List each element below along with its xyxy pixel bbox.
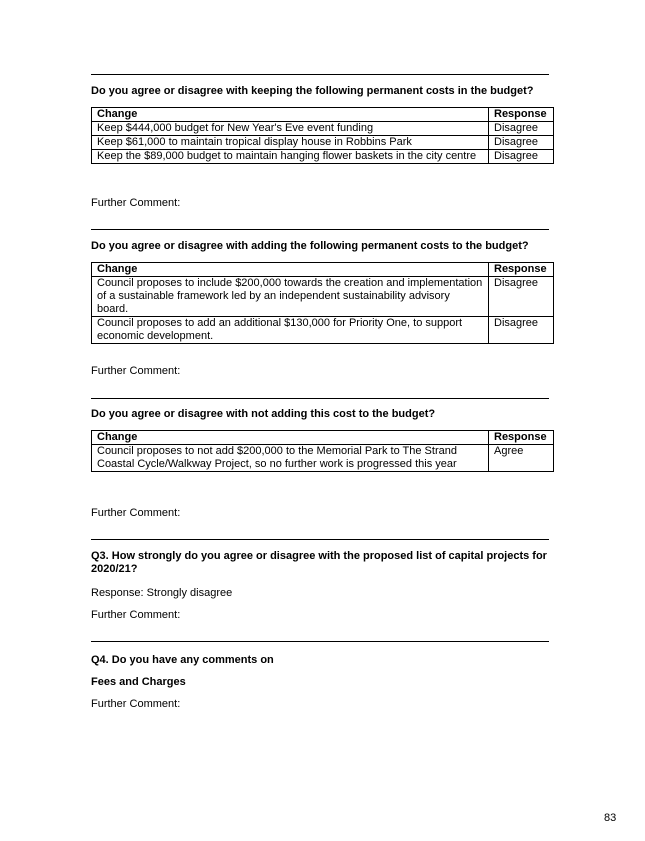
change-cell: Council proposes to include $200,000 towards the creation and implementation of a sustainable framework led by an independent sustainability advisory board. (92, 277, 489, 317)
response-cell: Disagree (489, 150, 554, 164)
table-row (92, 317, 554, 344)
change-cell: Keep $444,000 budget for New Year's Eve event funding (92, 122, 489, 136)
further-comment-label: Further Comment: (91, 698, 181, 710)
table-row (92, 277, 554, 317)
response-cell: Agree (489, 445, 554, 472)
response-cell: Disagree (489, 122, 554, 136)
section-heading: Do you agree or disagree with not adding this cost to the budget? (91, 408, 436, 420)
response-table (91, 262, 554, 344)
column-header-response: Response (489, 431, 554, 445)
column-header-response: Response (489, 263, 554, 277)
column-header-response: Response (489, 108, 554, 122)
section-heading: Do you agree or disagree with keeping the following permanent costs in the budget? (91, 85, 534, 97)
response-table (91, 107, 554, 164)
column-header-change: Change (92, 263, 489, 277)
section-heading: Do you agree or disagree with adding the following permanent costs to the budget? (91, 240, 529, 252)
response-cell: Disagree (489, 277, 554, 317)
change-cell: Keep $61,000 to maintain tropical display house in Robbins Park (92, 136, 489, 150)
column-header-change: Change (92, 108, 489, 122)
divider-rule (91, 539, 549, 540)
divider-rule (91, 641, 549, 642)
q3-heading: Q3. How strongly do you agree or disagree with the proposed list of capital projects for 2020/21? (91, 550, 547, 575)
change-cell: Keep the $89,000 budget to maintain hanging flower baskets in the city centre (92, 150, 489, 164)
further-comment-label: Further Comment: (91, 197, 181, 209)
table-header-row (92, 263, 554, 277)
change-cell: Council proposes to not add $200,000 to the Memorial Park to The Strand Coastal Cycle/Walkway Project, so no further work is progressed this year (92, 445, 489, 472)
further-comment-label: Further Comment: (91, 507, 181, 519)
response-cell: Disagree (489, 317, 554, 344)
q3-response: Response: Strongly disagree (91, 587, 233, 599)
divider-rule (91, 74, 549, 75)
change-cell: Council proposes to add an additional $130,000 for Priority One, to support economic development. (92, 317, 489, 344)
further-comment-label: Further Comment: (91, 609, 181, 621)
response-cell: Disagree (489, 136, 554, 150)
table-header-row (92, 431, 554, 445)
divider-rule (91, 229, 549, 230)
q4-subheading: Fees and Charges (91, 676, 186, 688)
column-header-change: Change (92, 431, 489, 445)
table-header-row (92, 108, 554, 122)
table-row (92, 445, 554, 472)
table-row (92, 122, 554, 136)
divider-rule (91, 398, 549, 399)
table-row (92, 136, 554, 150)
q4-heading: Q4. Do you have any comments on (91, 654, 274, 666)
further-comment-label: Further Comment: (91, 365, 181, 377)
page-number: 83 (604, 812, 617, 824)
response-table (91, 430, 554, 472)
table-row (92, 150, 554, 164)
